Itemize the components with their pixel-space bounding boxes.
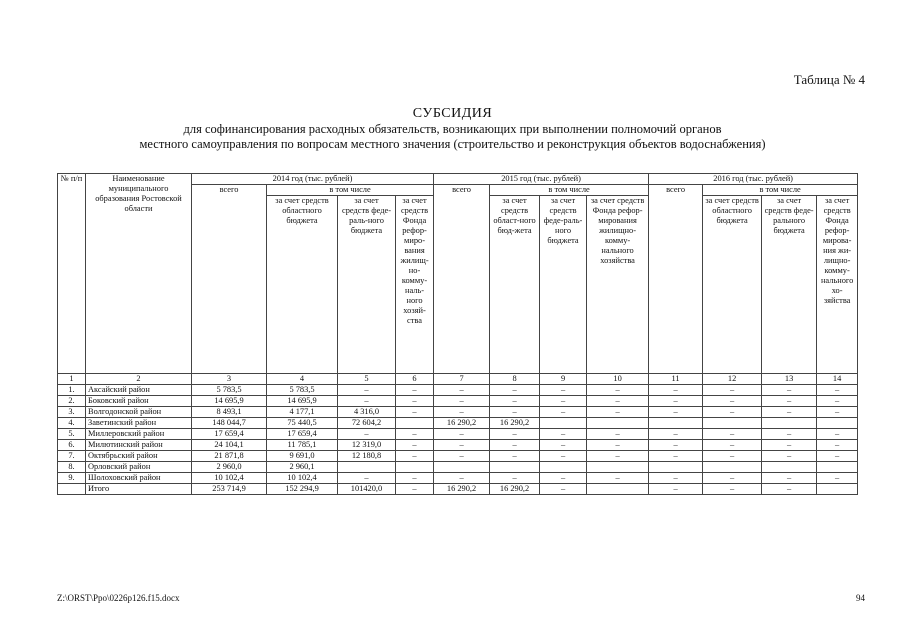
header-regional-2016: за счет средств областного бюджета (703, 196, 762, 374)
amount-cell: 11 785,1 (267, 440, 338, 451)
amount-cell: 10 102,4 (192, 473, 267, 484)
row-number: 3. (58, 407, 86, 418)
amount-cell: – (703, 484, 762, 495)
amount-cell: – (587, 396, 649, 407)
amount-cell: – (490, 451, 540, 462)
amount-cell: – (762, 407, 817, 418)
table-row (58, 407, 858, 418)
amount-cell: 16 290,2 (434, 484, 490, 495)
amount-cell: 5 783,5 (192, 385, 267, 396)
amount-cell (703, 462, 762, 473)
amount-cell: 16 290,2 (490, 484, 540, 495)
header-regional-2015: за счет средств област-ного бюд-жета (490, 196, 540, 374)
amount-cell: 75 440,5 (267, 418, 338, 429)
table-row (58, 440, 858, 451)
table-row (58, 429, 858, 440)
amount-cell: 14 695,9 (192, 396, 267, 407)
header-year-2014: 2014 год (тыс. рублей) (192, 174, 434, 185)
amount-cell: – (587, 385, 649, 396)
amount-cell: – (540, 473, 587, 484)
amount-cell: – (434, 385, 490, 396)
amount-cell: – (540, 407, 587, 418)
column-number: 7 (434, 374, 490, 385)
district-name: Миллеровский район (86, 429, 192, 440)
amount-cell: – (649, 385, 703, 396)
district-name: Милютинский район (86, 440, 192, 451)
amount-cell: – (540, 451, 587, 462)
header-year-2015: 2015 год (тыс. рублей) (434, 174, 649, 185)
amount-cell: – (817, 440, 858, 451)
amount-cell: – (396, 407, 434, 418)
row-number: 1. (58, 385, 86, 396)
amount-cell: – (649, 451, 703, 462)
title-subtitle-line1: для софинансирования расходных обязательств, возникающих при выполнении полномочий органов (183, 122, 722, 136)
amount-cell (649, 418, 703, 429)
amount-cell: – (703, 396, 762, 407)
column-number: 13 (762, 374, 817, 385)
amount-cell: – (649, 484, 703, 495)
amount-cell: – (396, 396, 434, 407)
district-name: Боковский район (86, 396, 192, 407)
amount-cell (540, 462, 587, 473)
header-fund-2016: за счет средств Фонда рефор-мирова-ния жи-лищно-комму-нального хо-зяйства (817, 196, 858, 374)
amount-cell: – (649, 396, 703, 407)
column-number-row (58, 374, 858, 385)
amount-cell: – (396, 473, 434, 484)
amount-cell: – (762, 484, 817, 495)
amount-cell: – (817, 396, 858, 407)
amount-cell: – (338, 473, 396, 484)
amount-cell (540, 418, 587, 429)
header-total-2015: всего (434, 185, 490, 374)
amount-cell: – (817, 451, 858, 462)
amount-cell: – (817, 473, 858, 484)
column-number: 2 (86, 374, 192, 385)
amount-cell: 4 316,0 (338, 407, 396, 418)
table-row (58, 462, 858, 473)
column-number: 8 (490, 374, 540, 385)
district-name: Итого (86, 484, 192, 495)
amount-cell: 5 783,5 (267, 385, 338, 396)
amount-cell: 148 044,7 (192, 418, 267, 429)
amount-cell: – (762, 440, 817, 451)
header-name: Наименование муниципального образования Ростовской области (86, 174, 192, 374)
amount-cell: – (396, 484, 434, 495)
header-total-2014: всего (192, 185, 267, 374)
column-number: 14 (817, 374, 858, 385)
amount-cell (434, 462, 490, 473)
header-fund-2014: за счет средств Фонда рефор-миро-вания жилищ-но-комму-наль-ного хозяй-ства (396, 196, 434, 374)
amount-cell: – (490, 396, 540, 407)
row-number (58, 484, 86, 495)
amount-cell (817, 462, 858, 473)
amount-cell: – (434, 451, 490, 462)
header-incl-2016: в том числе (703, 185, 858, 196)
amount-cell: 2 960,1 (267, 462, 338, 473)
column-number: 1 (58, 374, 86, 385)
row-number: 8. (58, 462, 86, 473)
amount-cell (817, 484, 858, 495)
title-main: СУБСИДИЯ (412, 106, 493, 121)
column-number: 9 (540, 374, 587, 385)
amount-cell: – (338, 396, 396, 407)
amount-cell: – (490, 429, 540, 440)
amount-cell: – (490, 473, 540, 484)
column-number: 11 (649, 374, 703, 385)
amount-cell: – (703, 440, 762, 451)
amount-cell: – (540, 385, 587, 396)
amount-cell: – (762, 396, 817, 407)
amount-cell: – (587, 440, 649, 451)
amount-cell: – (338, 385, 396, 396)
table-label: Таблица № 4 (793, 72, 865, 87)
amount-cell: – (396, 451, 434, 462)
table-row (58, 484, 858, 495)
table-body (58, 385, 858, 495)
header-incl-2015: в том числе (490, 185, 649, 196)
header-num: № п/п (58, 174, 86, 374)
amount-cell: 9 691,0 (267, 451, 338, 462)
row-number: 5. (58, 429, 86, 440)
column-number: 12 (703, 374, 762, 385)
amount-cell: 14 695,9 (267, 396, 338, 407)
amount-cell: – (762, 385, 817, 396)
amount-cell: – (396, 440, 434, 451)
district-name: Октябрьский район (86, 451, 192, 462)
header-fund-2015: за счет средств Фонда рефор-мирования жилищно-комму-нального хозяйства (587, 196, 649, 374)
document-title (0, 106, 905, 152)
column-number: 6 (396, 374, 434, 385)
amount-cell: – (649, 407, 703, 418)
column-number: 4 (267, 374, 338, 385)
amount-cell: – (540, 396, 587, 407)
header-year-2016: 2016 год (тыс. рублей) (649, 174, 858, 185)
row-number: 9. (58, 473, 86, 484)
amount-cell: – (587, 429, 649, 440)
amount-cell: – (434, 429, 490, 440)
amount-cell (587, 484, 649, 495)
amount-cell: – (540, 484, 587, 495)
amount-cell: – (396, 429, 434, 440)
amount-cell: – (490, 385, 540, 396)
amount-cell: – (490, 407, 540, 418)
amount-cell: 24 104,1 (192, 440, 267, 451)
amount-cell (338, 462, 396, 473)
amount-cell: – (587, 407, 649, 418)
amount-cell: – (817, 429, 858, 440)
amount-cell: – (762, 473, 817, 484)
amount-cell: 2 960,0 (192, 462, 267, 473)
district-name: Орловский район (86, 462, 192, 473)
amount-cell: 17 659,4 (192, 429, 267, 440)
amount-cell: – (817, 407, 858, 418)
amount-cell (396, 462, 434, 473)
amount-cell: – (649, 440, 703, 451)
row-number: 7. (58, 451, 86, 462)
amount-cell: – (434, 440, 490, 451)
amount-cell (490, 462, 540, 473)
amount-cell: 17 659,4 (267, 429, 338, 440)
amount-cell: – (703, 451, 762, 462)
amount-cell: 12 180,8 (338, 451, 396, 462)
column-number: 3 (192, 374, 267, 385)
amount-cell: – (649, 429, 703, 440)
amount-cell: – (540, 440, 587, 451)
table-row (58, 396, 858, 407)
amount-cell: – (703, 407, 762, 418)
amount-cell (649, 462, 703, 473)
column-number: 10 (587, 374, 649, 385)
amount-cell: 10 102,4 (267, 473, 338, 484)
district-name: Аксайский район (86, 385, 192, 396)
header-regional-2014: за счет средств областного бюджета (267, 196, 338, 374)
footer-file-path: Z:\ORST\Ppo\0226p126.f15.docx (57, 593, 180, 603)
amount-cell: 101420,0 (338, 484, 396, 495)
row-number: 6. (58, 440, 86, 451)
amount-cell (703, 418, 762, 429)
table-row (58, 418, 858, 429)
amount-cell: – (703, 385, 762, 396)
amount-cell (396, 418, 434, 429)
page-number: 94 (856, 593, 865, 603)
amount-cell: 12 319,0 (338, 440, 396, 451)
amount-cell: – (762, 451, 817, 462)
amount-cell: 21 871,8 (192, 451, 267, 462)
amount-cell: – (817, 385, 858, 396)
amount-cell: – (762, 429, 817, 440)
header-federal-2015: за счет средств феде-раль-ного бюджета (540, 196, 587, 374)
table-row (58, 473, 858, 484)
header-total-2016: всего (649, 185, 703, 374)
district-name: Волгодонской район (86, 407, 192, 418)
amount-cell: – (338, 429, 396, 440)
amount-cell: – (587, 451, 649, 462)
district-name: Заветинский район (86, 418, 192, 429)
amount-cell: 152 294,9 (267, 484, 338, 495)
amount-cell: – (540, 429, 587, 440)
title-subtitle-line2: местного самоуправления по вопросам местного значения (строительство и реконструкция объектов водоснабжения) (139, 137, 766, 151)
row-number: 2. (58, 396, 86, 407)
amount-cell: 8 493,1 (192, 407, 267, 418)
header-federal-2016: за счет средств феде-рального бюджета (762, 196, 817, 374)
amount-cell: 4 177,1 (267, 407, 338, 418)
amount-cell (817, 418, 858, 429)
amount-cell: – (587, 473, 649, 484)
header-incl-2014: в том числе (267, 185, 434, 196)
amount-cell: – (703, 473, 762, 484)
amount-cell (587, 462, 649, 473)
table-row (58, 385, 858, 396)
amount-cell: – (396, 385, 434, 396)
row-number: 4. (58, 418, 86, 429)
amount-cell: – (490, 440, 540, 451)
column-number: 5 (338, 374, 396, 385)
amount-cell: – (434, 407, 490, 418)
amount-cell: – (703, 429, 762, 440)
amount-cell: 16 290,2 (434, 418, 490, 429)
amount-cell (762, 418, 817, 429)
subsidy-table (57, 173, 858, 495)
table-row (58, 451, 858, 462)
amount-cell: – (434, 396, 490, 407)
amount-cell: – (649, 473, 703, 484)
amount-cell: 16 290,2 (490, 418, 540, 429)
header-row-years (58, 174, 858, 185)
amount-cell: 253 714,9 (192, 484, 267, 495)
header-federal-2014: за счет средств феде-раль-ного бюджета (338, 196, 396, 374)
amount-cell: 72 604,2 (338, 418, 396, 429)
amount-cell: – (434, 473, 490, 484)
district-name: Шолоховский район (86, 473, 192, 484)
amount-cell (762, 462, 817, 473)
amount-cell (587, 418, 649, 429)
